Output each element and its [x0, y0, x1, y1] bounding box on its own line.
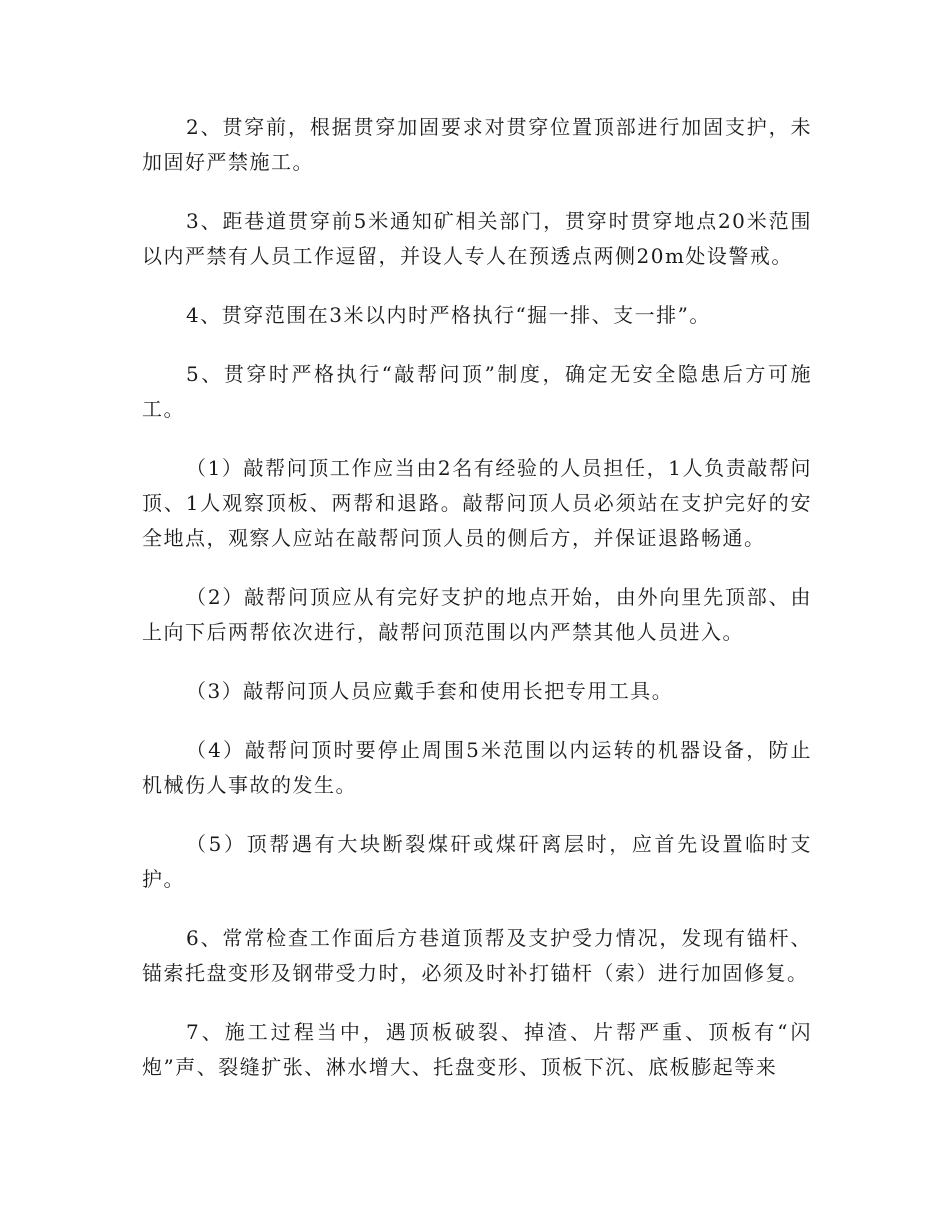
paragraph-4: 4、贯穿范围在3米以内时严格执行“掘一排、支一排”。 [186, 303, 711, 327]
paragraph-5-4: （4）敲帮问顶时要停止周围5米范围以内运转的机器设备，防止机械伤人事故的发生。 [142, 738, 812, 797]
paragraph-5-3: （3）敲帮问顶人员应戴手套和使用长把专用工具。 [186, 679, 674, 703]
paragraph-5-2: （2）敲帮问顶应从有完好支护的地点开始，由外向里先顶部、由上向下后两帮依次进行，敲帮问顶范围以内严禁其他人员进入。 [142, 585, 812, 644]
document-page [142, 110, 812, 1109]
paragraph-7: 7、施工过程当中，遇顶板破裂、掉渣、片帮严重、顶板有“闪炮”声、裂缝扩张、淋水增大、托盘变形、顶板下沉、底板膨起等来 [142, 1020, 812, 1079]
paragraph-3: 3、距巷道贯穿前5米通知矿相关部门，贯穿时贯穿地点20米范围以内严禁有人员工作逗留，并设人专人在预透点两侧20m处设警戒。 [142, 209, 812, 268]
paragraph-5: 5、贯穿时严格执行“敲帮问顶”制度，确定无安全隐患后方可施工。 [142, 362, 812, 421]
paragraph-2: 2、贯穿前，根据贯穿加固要求对贯穿位置顶部进行加固支护，未加固好严禁施工。 [142, 115, 812, 174]
paragraph-5-5: （5）顶帮遇有大块断裂煤矸或煤矸离层时，应首先设置临时支护。 [142, 832, 812, 891]
paragraph-5-1: （1）敲帮问顶工作应当由2名有经验的人员担任，1人负责敲帮问顶、1人观察顶板、两帮和退路。敲帮问顶人员必须站在支护完好的安全地点，观察人应站在敲帮问顶人员的侧后方，并保证退路畅通。 [142, 456, 812, 550]
paragraph-6: 6、常常检查工作面后方巷道顶帮及支护受力情况，发现有锚杆、锚索托盘变形及钢带受力时，必须及时补打锚杆（索）进行加固修复。 [142, 926, 812, 985]
